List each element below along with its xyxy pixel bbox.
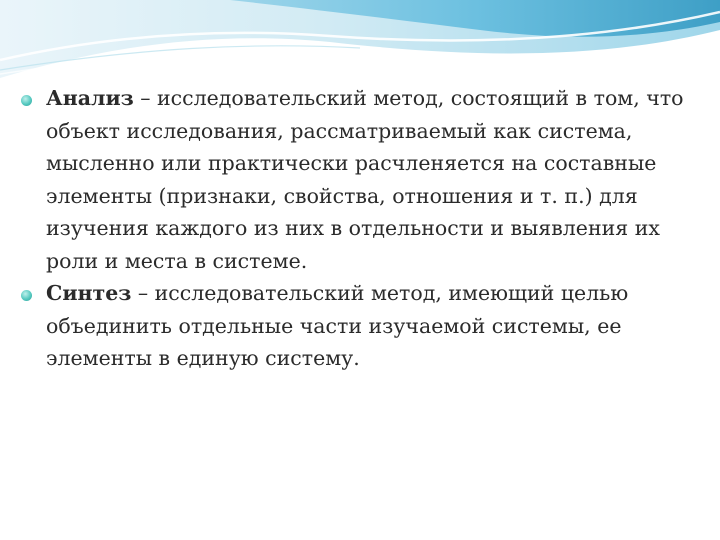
list-item-analysis: [18, 82, 698, 277]
term-analysis: Анализ: [46, 86, 134, 110]
list-item-synthesis: [18, 277, 698, 375]
teal-dot-bullet-icon: [21, 290, 32, 301]
definition-analysis: – исследовательский метод, состоящий в том, что объект исследования, рассматриваемый как система, мысленно или практически расчленяется на составные элементы (признаки, свойства, отношения и т. п.) для изучения каждого из них в отдельности и выявления их роли и места в системе.: [46, 86, 684, 273]
bullet-list: [18, 82, 698, 375]
wave-banner: [0, 0, 720, 90]
definition-synthesis: – исследовательский метод, имеющий целью объединить отдельные части изучаемой системы, ее элементы в единую систему.: [46, 281, 629, 370]
teal-dot-bullet-icon: [21, 95, 32, 106]
term-synthesis: Синтез: [46, 281, 132, 305]
